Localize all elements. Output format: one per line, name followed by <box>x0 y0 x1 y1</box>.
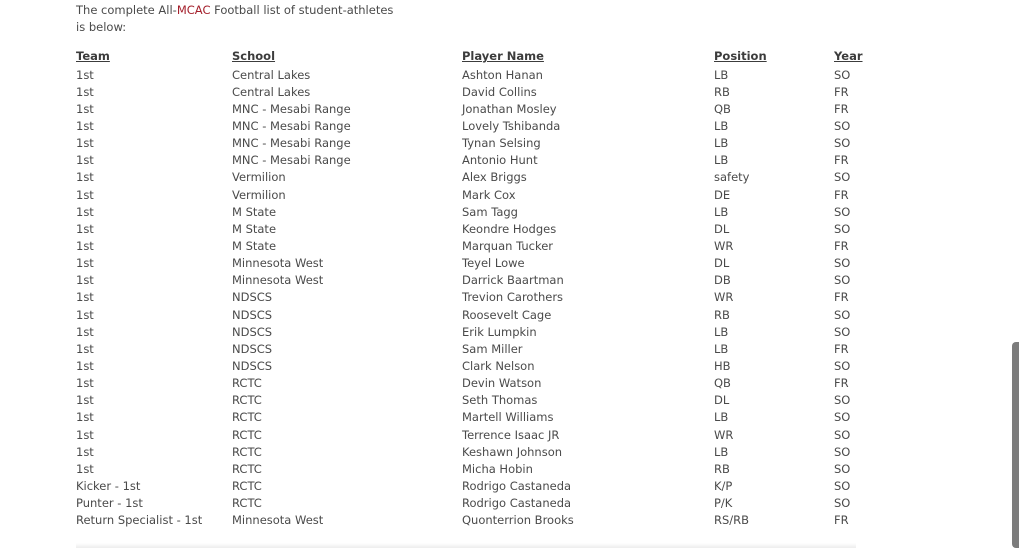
cell-position: LB <box>714 153 729 168</box>
table-row <box>76 375 894 392</box>
cell-player: Marquan Tucker <box>462 238 554 253</box>
header-school: School <box>232 49 276 63</box>
table-row <box>76 135 894 152</box>
cell-year: FR <box>834 376 849 391</box>
table-row <box>76 203 894 220</box>
cell-team: 1st <box>76 101 94 116</box>
header-player-name: Player Name <box>462 49 544 63</box>
cell-team: 1st <box>76 170 94 185</box>
table-row <box>76 83 894 100</box>
cell-school: RCTC <box>232 393 262 408</box>
cell-school: MNC - Mesabi Range <box>232 101 351 116</box>
cell-year: FR <box>834 290 849 305</box>
cell-player: Antonio Hunt <box>462 153 538 168</box>
cell-team: Kicker - 1st <box>76 478 141 493</box>
cell-position: QB <box>714 101 731 116</box>
cell-position: safety <box>714 170 750 185</box>
cell-school: RCTC <box>232 444 262 459</box>
cell-position: WR <box>714 238 734 253</box>
cell-player: Rodrigo Castaneda <box>462 478 572 493</box>
cell-year: SO <box>834 118 851 133</box>
table-row <box>76 426 894 443</box>
cell-school: M State <box>232 221 277 236</box>
cell-school: M State <box>232 204 277 219</box>
cell-team: 1st <box>76 153 94 168</box>
cell-school: RCTC <box>232 427 262 442</box>
cell-player: Clark Nelson <box>462 358 535 373</box>
cell-team: 1st <box>76 273 94 288</box>
table-row <box>76 392 894 409</box>
cell-player: Martell Williams <box>462 410 554 425</box>
cell-position: LB <box>714 204 729 219</box>
cell-player: Ashton Hanan <box>462 67 543 82</box>
cell-position: WR <box>714 290 734 305</box>
cell-player: Rodrigo Castaneda <box>462 496 572 511</box>
cell-year: SO <box>834 204 851 219</box>
cell-position: LB <box>714 324 729 339</box>
cell-team: 1st <box>76 118 94 133</box>
table-row <box>76 289 894 306</box>
cell-school: MNC - Mesabi Range <box>232 118 351 133</box>
cell-position: LB <box>714 118 729 133</box>
table-row <box>76 460 894 477</box>
cell-school: Minnesota West <box>232 256 324 271</box>
cell-player: Terrence Isaac JR <box>462 427 560 442</box>
table-row <box>76 357 894 374</box>
cell-player: Lovely Tshibanda <box>462 118 561 133</box>
cell-school: Central Lakes <box>232 67 311 82</box>
cell-school: MNC - Mesabi Range <box>232 153 351 168</box>
table-row <box>76 169 894 186</box>
mcac-link[interactable]: MCAC <box>176 3 211 17</box>
cell-year: SO <box>834 444 851 459</box>
cell-year: FR <box>834 84 849 99</box>
cell-player: Roosevelt Cage <box>462 307 552 322</box>
cell-position: WR <box>714 427 734 442</box>
intro-prefix: The complete All- <box>76 3 177 17</box>
cell-team: 1st <box>76 324 94 339</box>
cell-team: 1st <box>76 307 94 322</box>
cell-school: MNC - Mesabi Range <box>232 136 351 151</box>
cell-team: 1st <box>76 393 94 408</box>
cell-year: SO <box>834 496 851 511</box>
cell-player: Darrick Baartman <box>462 273 564 288</box>
cell-school: NDSCS <box>232 358 273 373</box>
table-row <box>76 409 894 426</box>
cell-player: Devin Watson <box>462 376 542 391</box>
cell-year: SO <box>834 427 851 442</box>
table-row <box>76 152 894 169</box>
cell-position: DL <box>714 256 730 271</box>
cell-year: FR <box>834 187 849 202</box>
cell-school: M State <box>232 238 277 253</box>
cell-year: SO <box>834 478 851 493</box>
cell-team: 1st <box>76 358 94 373</box>
table-row <box>76 186 894 203</box>
cell-school: NDSCS <box>232 307 273 322</box>
cell-team: 1st <box>76 410 94 425</box>
cell-team: 1st <box>76 427 94 442</box>
cell-year: FR <box>834 341 849 356</box>
cell-school: RCTC <box>232 478 262 493</box>
cell-year: SO <box>834 170 851 185</box>
cell-year: SO <box>834 136 851 151</box>
cell-position: LB <box>714 444 729 459</box>
table-row <box>76 443 894 460</box>
cell-team: 1st <box>76 341 94 356</box>
cell-year: SO <box>834 256 851 271</box>
cell-player: Sam Miller <box>462 341 523 356</box>
all-mcac-roster-table <box>76 49 894 529</box>
cell-school: Central Lakes <box>232 84 311 99</box>
cell-year: SO <box>834 358 851 373</box>
cell-player: Keshawn Johnson <box>462 444 563 459</box>
cell-player: Seth Thomas <box>462 393 538 408</box>
cell-year: SO <box>834 67 851 82</box>
cell-year: SO <box>834 393 851 408</box>
table-row <box>76 495 894 512</box>
header-year: Year <box>834 49 863 63</box>
cell-position: DB <box>714 273 731 288</box>
cell-position: RB <box>714 461 730 476</box>
cell-year: SO <box>834 273 851 288</box>
cell-team: 1st <box>76 136 94 151</box>
intro-paragraph <box>76 2 396 36</box>
cell-position: RB <box>714 84 730 99</box>
cell-school: RCTC <box>232 496 262 511</box>
cell-year: FR <box>834 153 849 168</box>
cell-school: RCTC <box>232 410 262 425</box>
cell-player: Teyel Lowe <box>462 256 525 271</box>
cell-team: Return Specialist - 1st <box>76 513 203 528</box>
cell-player: Erik Lumpkin <box>462 324 537 339</box>
cell-school: Vermilion <box>232 170 286 185</box>
next-row-partial <box>76 543 856 548</box>
cell-year: SO <box>834 307 851 322</box>
cell-player: Trevion Carothers <box>462 290 564 305</box>
cell-team: 1st <box>76 376 94 391</box>
table-row <box>76 255 894 272</box>
cell-school: Minnesota West <box>232 513 324 528</box>
cell-team: 1st <box>76 84 94 99</box>
cell-position: RB <box>714 307 730 322</box>
cell-school: RCTC <box>232 376 262 391</box>
cell-position: RS/RB <box>714 513 750 528</box>
cell-position: DE <box>714 187 731 202</box>
cell-player: Mark Cox <box>462 187 516 202</box>
cell-team: Punter - 1st <box>76 496 143 511</box>
table-row <box>76 237 894 254</box>
cell-position: DL <box>714 393 730 408</box>
cell-team: 1st <box>76 256 94 271</box>
cell-year: FR <box>834 238 849 253</box>
cell-player: Micha Hobin <box>462 461 533 476</box>
table-row <box>76 477 894 494</box>
table-row <box>76 323 894 340</box>
cell-year: SO <box>834 410 851 425</box>
cell-school: Vermilion <box>232 187 286 202</box>
cell-player: Jonathan Mosley <box>462 101 557 116</box>
cell-team: 1st <box>76 204 94 219</box>
cell-team: 1st <box>76 221 94 236</box>
table-body <box>76 66 894 529</box>
table-row <box>76 66 894 83</box>
cell-position: DL <box>714 221 730 236</box>
cell-position: QB <box>714 376 731 391</box>
cell-position: P/K <box>714 496 733 511</box>
cell-position: LB <box>714 341 729 356</box>
cell-position: HB <box>714 358 731 373</box>
cell-school: Minnesota West <box>232 273 324 288</box>
cell-year: FR <box>834 101 849 116</box>
table-row <box>76 306 894 323</box>
cell-school: RCTC <box>232 461 262 476</box>
cell-team: 1st <box>76 67 94 82</box>
table-row <box>76 100 894 117</box>
cell-year: SO <box>834 324 851 339</box>
cell-position: LB <box>714 67 729 82</box>
cell-school: NDSCS <box>232 290 273 305</box>
cell-team: 1st <box>76 238 94 253</box>
cell-position: LB <box>714 410 729 425</box>
scrollbar-thumb[interactable] <box>1012 342 1019 548</box>
table-row <box>76 272 894 289</box>
table-row <box>76 220 894 237</box>
cell-player: Keondre Hodges <box>462 221 557 236</box>
table-header-row <box>76 49 894 66</box>
cell-year: SO <box>834 461 851 476</box>
cell-school: NDSCS <box>232 324 273 339</box>
header-position: Position <box>714 49 767 63</box>
cell-player: Tynan Selsing <box>462 136 541 151</box>
cell-player: David Collins <box>462 84 537 99</box>
cell-team: 1st <box>76 444 94 459</box>
intro-suffix: Football list of student-athletes is below: <box>76 3 394 34</box>
table-row <box>76 512 894 529</box>
cell-player: Quonterrion Brooks <box>462 513 574 528</box>
cell-team: 1st <box>76 290 94 305</box>
cell-player: Sam Tagg <box>462 204 518 219</box>
cell-team: 1st <box>76 461 94 476</box>
cell-position: LB <box>714 136 729 151</box>
cell-position: K/P <box>714 478 733 493</box>
cell-year: FR <box>834 513 849 528</box>
header-team: Team <box>76 49 110 63</box>
cell-school: NDSCS <box>232 341 273 356</box>
table-row <box>76 340 894 357</box>
cell-year: SO <box>834 221 851 236</box>
table-row <box>76 117 894 134</box>
cell-player: Alex Briggs <box>462 170 527 185</box>
cell-team: 1st <box>76 187 94 202</box>
